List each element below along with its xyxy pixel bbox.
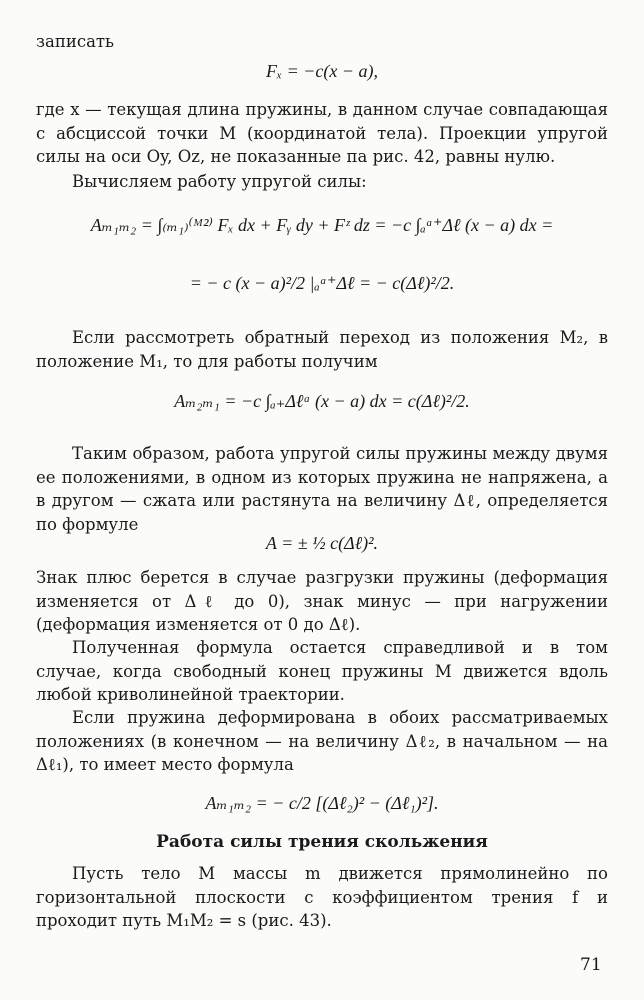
paragraph-compute-work: Вычисляем работу упругой силы:	[72, 172, 367, 191]
paragraph-both-positions: Если пружина деформирована в обоих рассматриваемых положениях (в конечном — на величину Δℓ₂, в начальном — на Δℓ₁), то имеет место формула	[36, 708, 608, 774]
paragraph-definition-x: где x — текущая длина пружины, в данном случае совпадающая с абсциссой точки M (координатой тела). Проекции упругой силы на оси Oy, Oz, не показанные па рис. 42, равны нулю.	[36, 100, 608, 166]
paragraph-reverse-transition: Если рассмотреть обратный переход из положения M₂, в положение M₁, то для работы получим	[36, 328, 608, 371]
text-line-zapisat: записать	[36, 32, 115, 51]
equation-a-pm	[36, 530, 608, 556]
equation-reverse-work-text: Aₘ₂ₘ₁ = −c ∫ₐ₊Δℓᵃ (x − a) dx = c(Δℓ)²/2.	[174, 391, 470, 411]
equation-fx	[36, 58, 608, 84]
equation-reverse-work	[36, 388, 608, 414]
section-heading-friction: Работа силы трения скольжения	[156, 832, 488, 852]
paragraph-friction-intro: Пусть тело M массы m движется прямолинейно по горизонтальной плоскости с коэффициентом трения f и проходит путь M₁M₂ = s (рис. 43).	[36, 864, 608, 930]
equation-a-delta-difference	[36, 790, 608, 816]
equation-work-integral-line2	[36, 270, 608, 296]
paragraph-thus: Таким образом, работа упругой силы пружины между двумя ее положениями, в одном из которых пружина не напряжена, а в другом — сжата или растянута на величину Δℓ, определяется по формуле	[36, 444, 608, 534]
equation-work-integral-line1-text: Aₘ₁ₘ₂ = ∫₍ₘ₁₎⁽ᴹ²⁾ Fₓ dx + Fᵧ dy + Fᶻ dz = −c ∫ₐᵃ⁺Δℓ (x − a) dx =	[90, 215, 554, 235]
paragraph-sign-rule: Знак плюс берется в случае разгрузки пружины (деформация изменяется от Δℓ до 0), знак минус — при нагружении (деформация изменяется от 0 до Δℓ).	[36, 568, 608, 634]
equation-fx-text: Fₓ = −c(x − a),	[265, 61, 379, 81]
equation-work-integral-line1	[36, 212, 608, 238]
equation-a-pm-text: A = ± ½ c(Δℓ)².	[265, 533, 379, 553]
paragraph-formula-valid: Полученная формула остается справедливой и в том случае, когда свободный конец пружины M движется вдоль любой криволинейной траектории.	[36, 638, 608, 704]
equation-work-integral-line2-text: = − c (x − a)²/2 |ₐᵃ⁺Δℓ = − c(Δℓ)²/2.	[189, 273, 455, 293]
page-number: 71	[580, 955, 602, 975]
equation-a-delta-difference-text: Aₘ₁ₘ₂ = − c/2 [(Δℓ₂)² − (Δℓ₁)²].	[205, 793, 439, 813]
